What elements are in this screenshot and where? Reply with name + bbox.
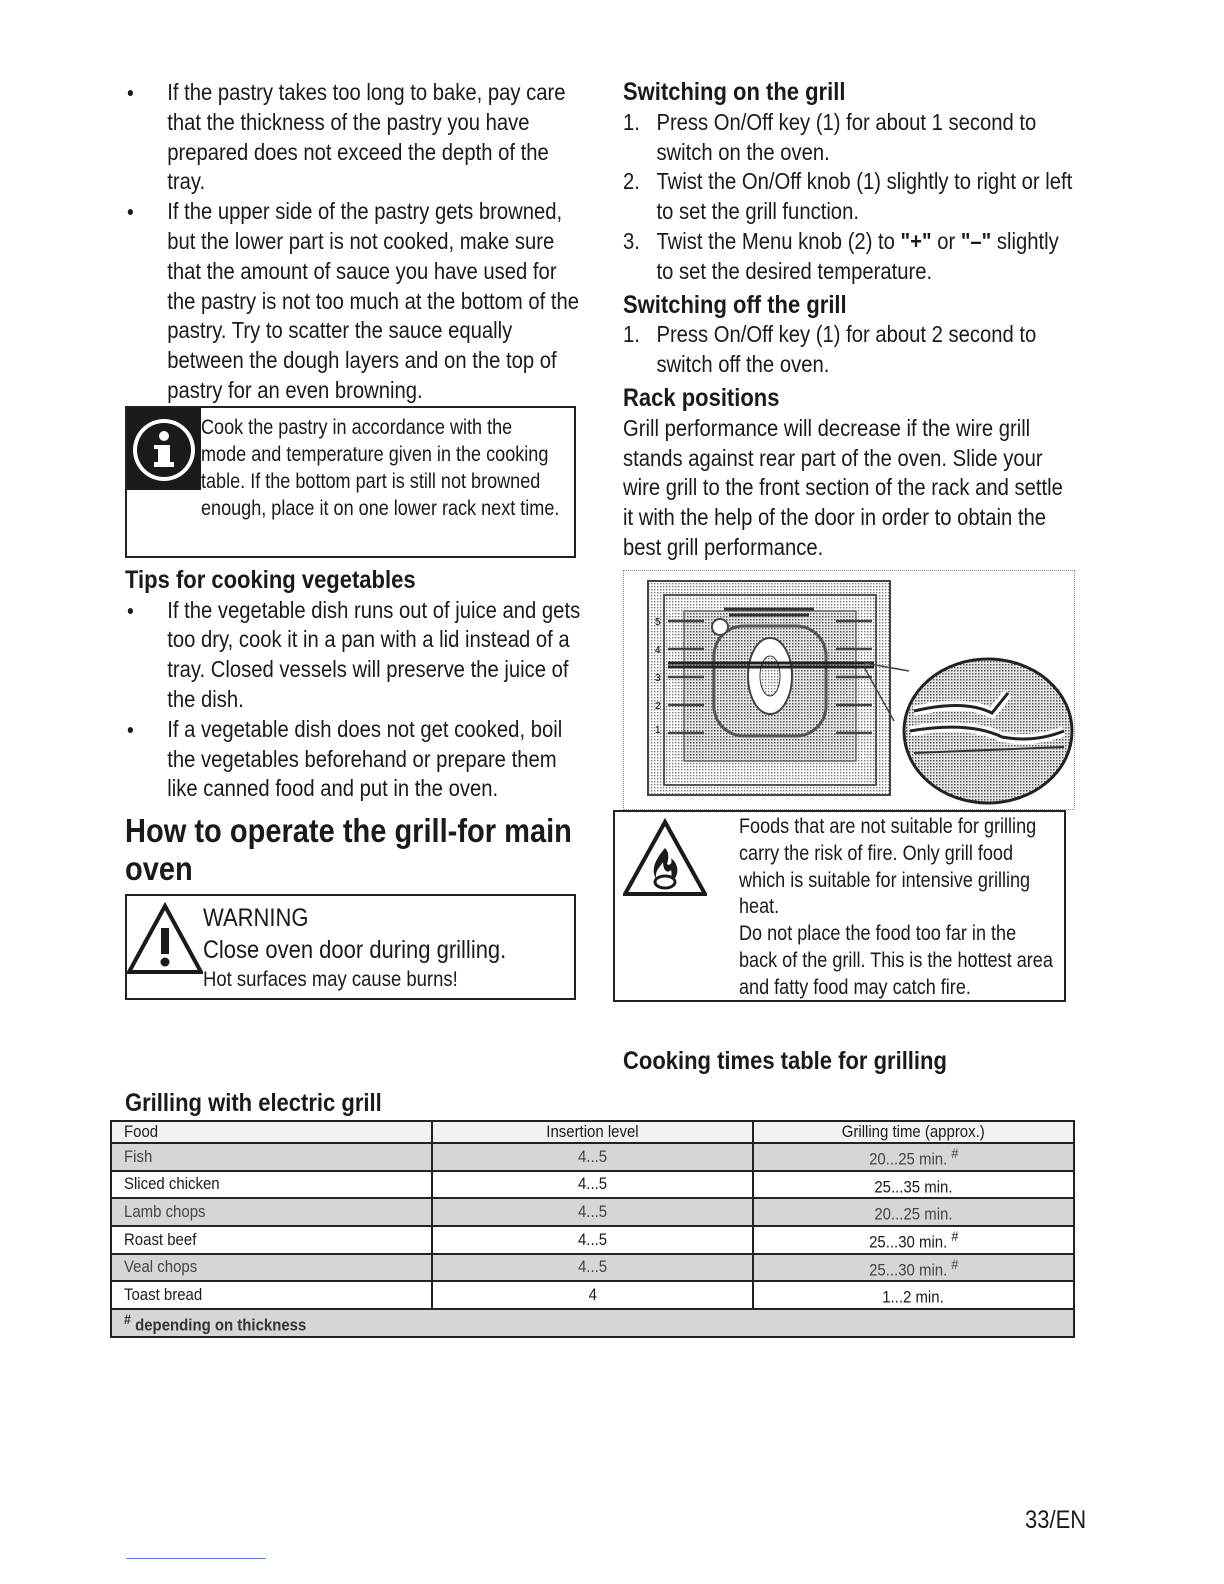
step-number: 2. [623,168,640,195]
warning-line-2: Hot surfaces may cause burns! [203,968,458,992]
veg-heading: Tips for cooking vegetables [125,565,416,594]
cell-level: 4...5 [432,1198,752,1226]
cell-food: Lamb chops [111,1198,432,1226]
step-text: Twist the Menu knob (2) to [656,227,901,254]
header-time: Grilling time (approx.) [753,1121,1074,1143]
main-heading: How to operate the grill-for main oven [125,812,572,888]
right-column [623,78,1078,563]
warning-line-1: Close oven door during grilling. [203,936,507,965]
cell-level: 4...5 [432,1254,752,1282]
bullet-item: ● If the vegetable dish runs out of juice and gets too dry, cook it in a pan with a lid instead of a tray. Closed vessels will preserve the juice of the dish. [125,596,582,715]
cell-food: Veal chops [111,1254,432,1282]
pastry-tips [125,78,582,406]
table-row [111,1254,1074,1282]
rack-positions-figure [623,570,1075,810]
page-number: 33/EN [1025,1506,1087,1534]
bullet-item: ● If the pastry takes too long to bake, pay care that the thickness of the pastry you have prepared does not exceed the depth of the tray. [125,78,582,197]
bullet-item: ● If a vegetable dish does not get cooked, boil the vegetables beforehand or prepare them like canned food and put in the oven. [125,715,582,804]
step-number: 1. [623,321,640,348]
fire-warning-box [613,810,1066,1002]
switch-off-heading: Switching off the grill [623,290,847,319]
warning-title: WARNING [203,904,309,933]
fire-hazard-icon [623,818,707,903]
oven-illustration [624,571,1074,809]
switch-on-heading: Switching on the grill [623,78,846,106]
veg-tips [125,596,582,805]
warning-icon [127,902,203,981]
cell-time: 25...30 min. # [753,1226,1074,1254]
cell-time: 20...25 min. # [753,1143,1074,1171]
grilling-subtitle: Grilling with electric grill [125,1089,382,1117]
cell-food: Toast bread [111,1281,432,1309]
cell-time: 1...2 min. [753,1281,1074,1309]
cell-level: 4...5 [432,1143,752,1171]
table-row [111,1143,1074,1171]
cell-time: 20...25 min. [753,1198,1074,1226]
fire-note-2: Do not place the food too far in the back of the grill. This is the hottest area and fatty food may catch fire. [739,922,1053,999]
minus-symbol: "–" [960,227,992,254]
cooking-times-table [110,1120,1075,1338]
table-row [111,1171,1074,1199]
rack-label: 4 [655,645,661,656]
cooking-times-title: Cooking times table for grilling [623,1047,947,1075]
left-column [125,78,585,1000]
rack-label: 2 [655,701,661,712]
step-item [623,108,1075,168]
table-row [111,1226,1074,1254]
table-row [111,1281,1074,1309]
info-note-box [125,406,576,558]
rack-heading: Rack positions [623,383,780,412]
step-text: Press On/Off key (1) for about 1 second to switch on the oven. [656,108,1037,165]
info-note-text: Cook the pastry in accordance with the mode and temperature given in the cooking table. If the bottom part is still not browned enough, place it on one lower rack next time. [201,415,560,520]
info-icon [127,408,201,495]
cell-food: Fish [111,1143,432,1171]
step-number: 1. [623,108,640,135]
cell-level: 4...5 [432,1171,752,1199]
header-level: Insertion level [432,1121,752,1143]
table-header-row [111,1121,1074,1143]
step-text: slightly to set the desired temperature. [656,227,1059,284]
cell-level: 4 [432,1281,752,1309]
table-footnote-row [111,1309,1074,1337]
cell-time: 25...35 min. [753,1171,1074,1199]
rack-label: 5 [655,617,661,628]
step-number: 3. [623,227,640,254]
bullet-item: ● If the upper side of the pastry gets browned, but the lower part is not cooked, make sure that the amount of sauce you have used for the pastry is not too much at the bottom of the pastry. Try to scatter the sauce equally between the dough layers and on the top of pastry for an even browning. [125,197,582,406]
step-item [623,167,1075,227]
step-item [623,320,1075,380]
switch-on-steps [623,108,1075,287]
header-food: Food [111,1121,432,1143]
fire-warning-text [739,814,1057,1002]
footer-rule [126,1558,266,1559]
plus-symbol: "+" [900,227,932,254]
rack-label: 1 [655,725,661,736]
cell-time: 25...30 min. # [753,1254,1074,1282]
footnote-cell: # depending on thickness [111,1309,1074,1337]
warning-box [125,894,576,1000]
step-text: or [931,227,961,254]
cell-food: Roast beef [111,1226,432,1254]
rack-text: Grill performance will decrease if the wire grill stands against rear part of the oven. Slide your wire grill to the front section of the rack and settle it with the help of the door in order to obtain the best grill performance. [623,414,1063,560]
cell-food: Sliced chicken [111,1171,432,1199]
rack-label: 3 [655,673,661,684]
cell-level: 4...5 [432,1226,752,1254]
table-row [111,1198,1074,1226]
fire-note-1: Foods that are not suitable for grilling carry the risk of fire. Only grill food which is suitable for intensive grilling heat. [739,815,1037,919]
step-text: Press On/Off key (1) for about 2 second to switch off the oven. [656,321,1037,378]
step-item [623,227,1075,287]
switch-off-steps [623,320,1075,380]
step-text: Twist the On/Off knob (1) slightly to right or left to set the grill function. [656,168,1073,225]
